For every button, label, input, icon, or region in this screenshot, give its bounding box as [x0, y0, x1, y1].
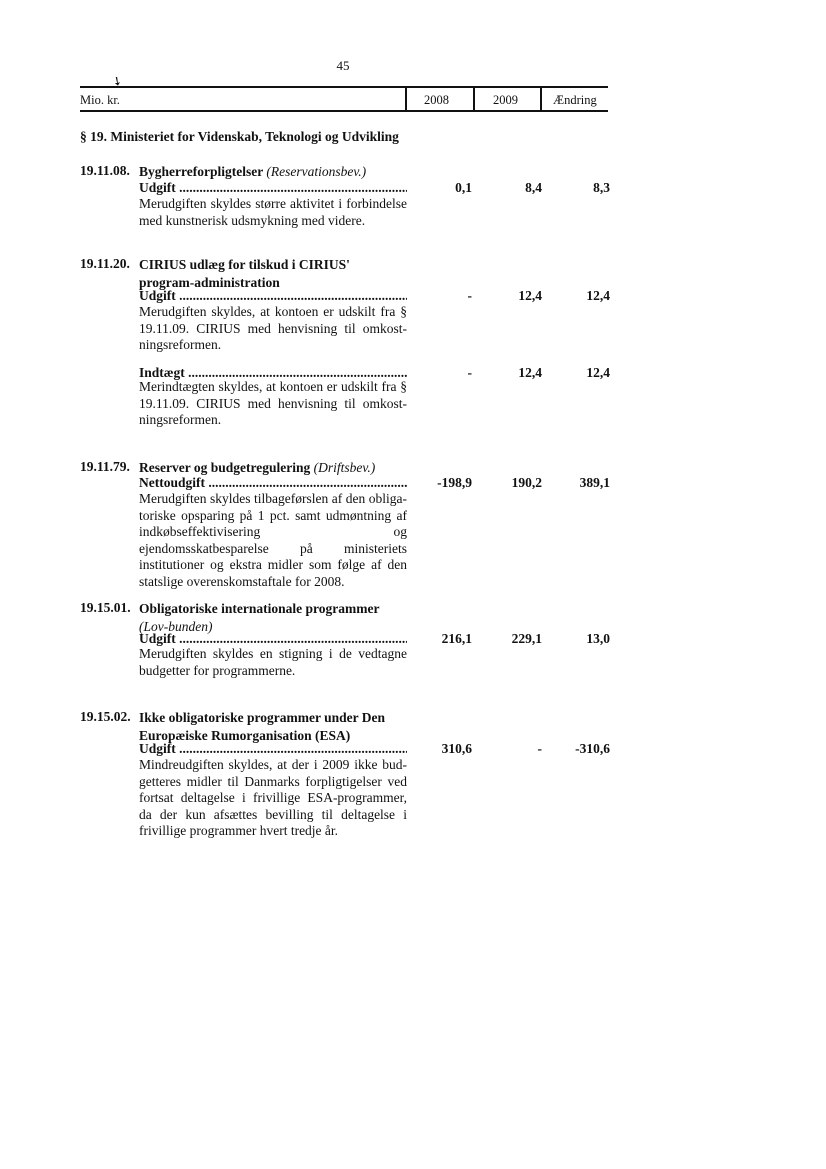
account-title-bold: Bygherreforpligtelser [139, 164, 263, 179]
value-2008: - [467, 288, 472, 303]
header-divider [405, 86, 407, 110]
line-label: Indtægt ..... [139, 365, 407, 381]
value-2008: 310,6 [441, 741, 472, 756]
account-number: 19.15.01. [80, 600, 131, 615]
value-change: 8,3 [593, 180, 610, 195]
column-header-2008: 2008 [424, 93, 449, 107]
account-title [139, 709, 407, 745]
account-number: 19.11.79. [80, 459, 130, 474]
value-2009: - [537, 741, 542, 756]
account-title-bold: Obligatoriske internationale programmer [139, 601, 380, 616]
explanation-text: Merudgiften skyldes en stigning i de vedtagne budgetter for programmerne. [139, 646, 407, 678]
account-title-bold: Ikke obligatoriske programmer under Den Europæiske Rumorganisation (ESA) [139, 710, 386, 743]
value-change: -310,6 [575, 741, 610, 756]
value-2009: 8,4 [525, 180, 542, 195]
value-change: 12,4 [586, 365, 610, 380]
column-header-2009: 2009 [493, 93, 518, 107]
line-label: Udgift ..... [139, 631, 407, 647]
value-change: 13,0 [586, 631, 610, 646]
value-2009: 12,4 [518, 288, 542, 303]
value-change: 12,4 [586, 288, 610, 303]
line-label: Udgift ..... [139, 180, 407, 196]
header-divider [473, 86, 475, 110]
value-2008: 216,1 [441, 631, 472, 646]
line-label: Udgift ..... [139, 741, 407, 757]
account-title [139, 163, 407, 181]
column-header-change: Ændring [553, 93, 597, 107]
line-label: Nettoudgift ..... [139, 475, 407, 491]
explanation-text: Merudgiften skyldes tilbageførslen af den obliga-toriske opsparing på 1 pct. samt udmøntning af indkøbseffektivisering og ejendomsskatbesparelse på ministeriets institutioner og ekstra midler som følge af den statslige overenskomstaftale for 2008. [139, 491, 407, 589]
account-title-italic: (Lov-bunden) [139, 619, 213, 634]
value-2008: 0,1 [455, 180, 472, 195]
account-title-italic: (Reservationsbev.) [266, 164, 367, 179]
section-heading: § 19. Ministeriet for Videnskab, Teknologi og Udvikling [80, 129, 399, 144]
line-label: Udgift ..... [139, 288, 407, 304]
explanation-text: Merudgiften skyldes, at kontoen er udskilt fra § 19.11.09. CIRIUS med henvisning til omkost-ningsreformen. [139, 304, 407, 352]
account-title-bold: Reserver og budgetregulering [139, 460, 311, 475]
value-2009: 229,1 [511, 631, 542, 646]
header-top-rule [80, 86, 608, 88]
value-2009: 190,2 [511, 475, 542, 490]
unit-label: Mio. kr. [80, 93, 120, 107]
value-2008: -198,9 [437, 475, 472, 490]
account-number: 19.11.08. [80, 163, 130, 178]
value-2008: - [467, 365, 472, 380]
account-title [139, 256, 407, 292]
value-2009: 12,4 [518, 365, 542, 380]
account-number: 19.15.02. [80, 709, 131, 724]
explanation-text: Merindtægten skyldes, at kontoen er udskilt fra § 19.11.09. CIRIUS med henvisning til omkost-ningsreformen. [139, 379, 407, 427]
page-number: 45 [336, 58, 350, 73]
account-number: 19.11.20. [80, 256, 130, 271]
arrow-mark-icon: ➘ [109, 72, 126, 90]
header-bottom-rule [80, 110, 608, 112]
value-change: 389,1 [579, 475, 610, 490]
explanation-text: Merudgiften skyldes større aktivitet i forbindelse med kunstnerisk udsmykning med videre. [139, 196, 407, 228]
explanation-text: Mindreudgiften skyldes, at der i 2009 ikke bud-getteres midler til Danmarks forpligtigelser ved fortsat deltagelse i frivillige ESA-programmer, da der kun afsættes bevilling til deltagelse i frivillige programmer hvert tredje år. [139, 757, 407, 838]
header-divider [540, 86, 542, 110]
account-title-bold: CIRIUS udlæg for tilskud i CIRIUS' program-administration [139, 257, 350, 290]
account-title-italic: (Driftsbev.) [313, 460, 376, 475]
